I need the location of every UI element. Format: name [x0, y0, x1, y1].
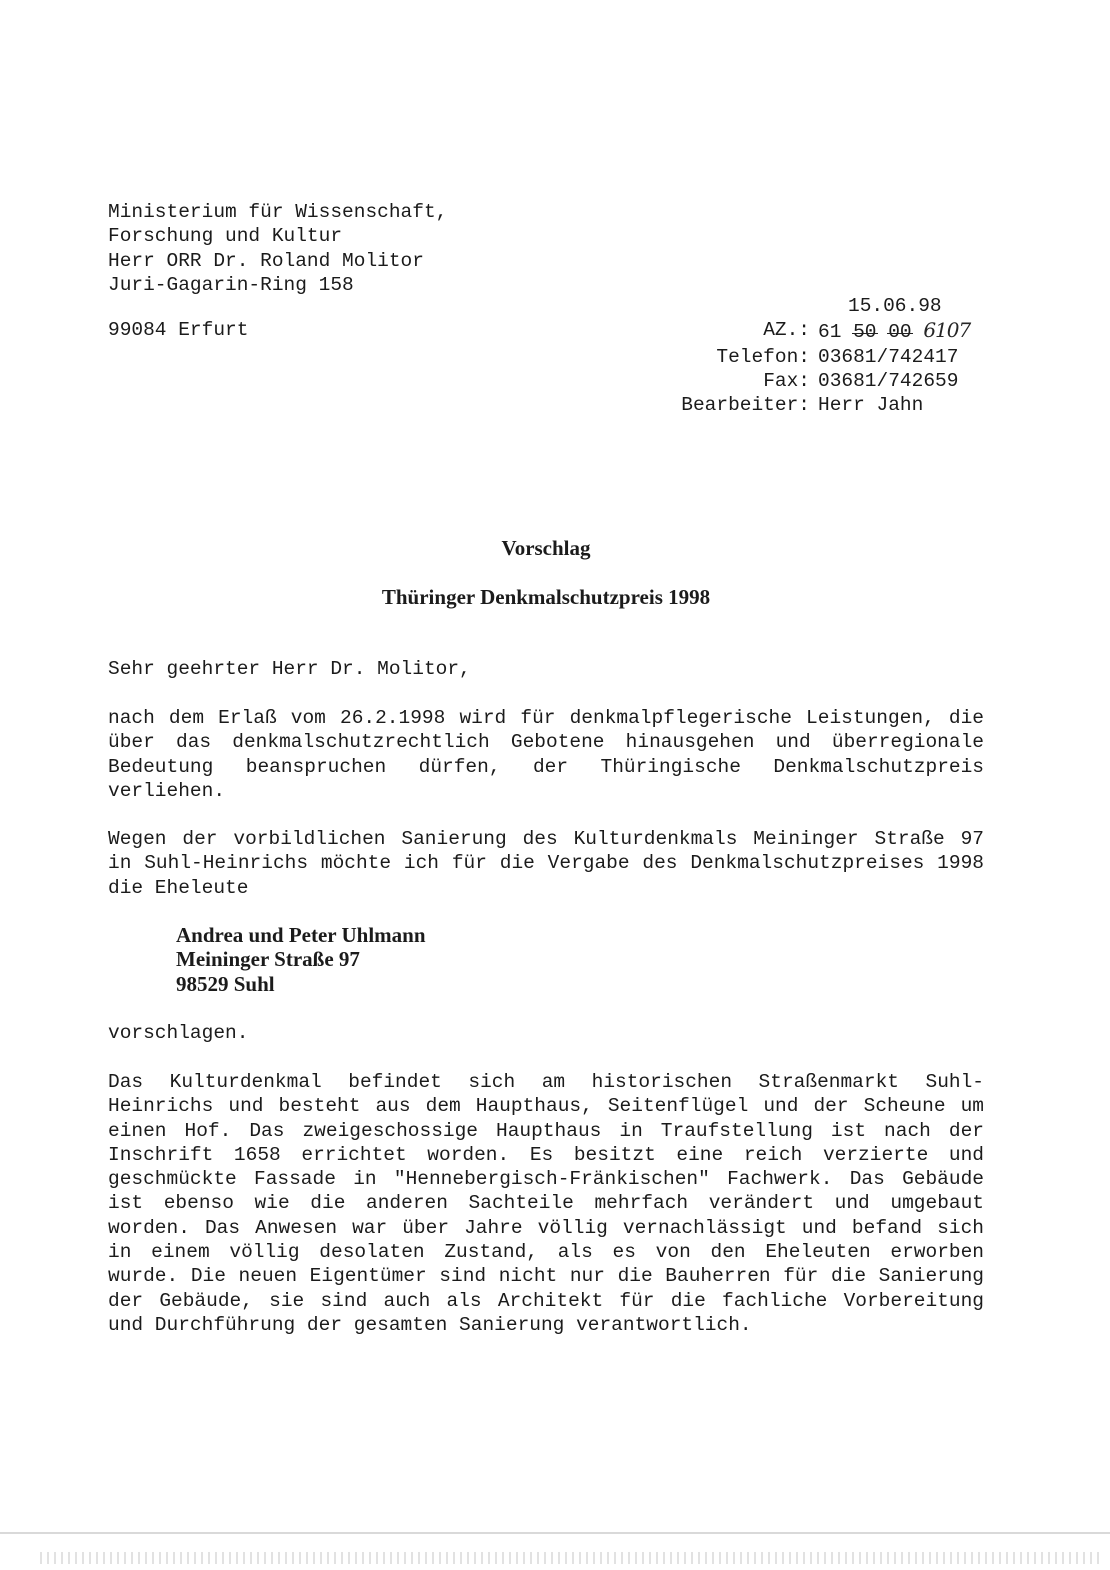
- phone-value: 03681/742417: [818, 345, 959, 368]
- scan-artifact-dots: [40, 1552, 1100, 1564]
- reference-number-label: AZ.:: [763, 319, 810, 342]
- recipient-line: Ministerium für Wissenschaft,: [108, 201, 448, 223]
- reference-prefix: 61: [818, 321, 842, 344]
- paragraph-text: Wegen der vorbildlichen Sanierung des Kulturdenkmals Meininger Straße 97 in Suhl-Heinrichs möchte ich für die Vergabe des Denkmalschutzpreises 1998 die Eheleute: [108, 828, 984, 899]
- document-title: Vorschlag: [501, 536, 591, 560]
- paragraph-text: vorschlagen.: [108, 1022, 249, 1044]
- struck-reference-part: 50: [853, 321, 877, 344]
- letter-date: 15.06.98: [848, 295, 942, 317]
- recipient-address: [108, 200, 447, 297]
- fax-value: 03681/742659: [818, 369, 959, 392]
- phone-row: [640, 345, 985, 369]
- reference-info-block: [640, 294, 985, 417]
- nominee-city: 98529 Suhl: [176, 971, 275, 996]
- body-paragraph: [108, 706, 984, 803]
- document-subtitle: Thüringer Denkmalschutzpreis 1998: [381, 585, 711, 609]
- body-paragraph: [108, 827, 984, 900]
- phone-label: Telefon:: [716, 345, 810, 368]
- recipient-line: Herr ORR Dr. Roland Molitor: [108, 249, 424, 272]
- fax-label: Fax:: [763, 369, 810, 392]
- clerk-value: Herr Jahn: [818, 394, 924, 417]
- recipient-line: Juri-Gagarin-Ring 158: [108, 273, 354, 296]
- reference-number-row: [640, 318, 985, 344]
- body-paragraph: [108, 1070, 984, 1337]
- body-paragraph: [108, 1021, 984, 1045]
- struck-reference-part: 00: [888, 321, 912, 344]
- handwritten-reference-correction: 6107: [923, 318, 971, 343]
- recipient-line: Forschung und Kultur: [108, 225, 343, 248]
- nominee-street: Meininger Straße 97: [176, 947, 360, 972]
- nominee-name: Andrea und Peter Uhlmann: [176, 923, 426, 947]
- paragraph-text: Das Kulturdenkmal befindet sich am historischen Straßenmarkt Suhl-Heinrichs und besteht aus dem Haupthaus, Seitenflügel und der Scheune um einen Hof. Das zweigeschossige Haupthaus in Traufstellung ist nach der Inschrift 1658 errichtet worden. Es besitzt eine reich verzierte und geschmückte Fassade in "Hennebergisch-Fränkischen" Fachwerk. Das Gebäude ist ebenso wie die anderen Sachteile mehrfach verändert und umgebaut worden. Das Anwesen war über Jahre völlig vernachlässigt und befand sich in einem völlig desolaten Zustand, als es von den Eheleuten erworben wurde. Die neuen Eigentümer sind nicht nur die Bauherren für die Sanierung der Gebäude, sie sind auch als Architekt für die fachliche Vorbereitung und Durchführung der gesamten Sanierung verantwortlich.: [108, 1071, 984, 1336]
- salutation: Sehr geehrter Herr Dr. Molitor,: [108, 658, 471, 680]
- nominee-address: [176, 923, 426, 996]
- reference-number-value: [810, 318, 970, 344]
- clerk-label: Bearbeiter:: [681, 394, 810, 417]
- scan-artifact-line: [0, 1532, 1110, 1534]
- recipient-city: 99084 Erfurt: [108, 319, 249, 341]
- fax-row: [640, 369, 985, 393]
- clerk-row: [640, 393, 985, 417]
- paragraph-text: nach dem Erlaß vom 26.2.1998 wird für denkmalpflegerische Leistungen, die über das denkmalschutzrechtlich Gebotene hinausgehen und überregionale Bedeutung beanspruchen dürfen, der Thüringische Denkmalschutzpreis verliehen.: [108, 707, 984, 802]
